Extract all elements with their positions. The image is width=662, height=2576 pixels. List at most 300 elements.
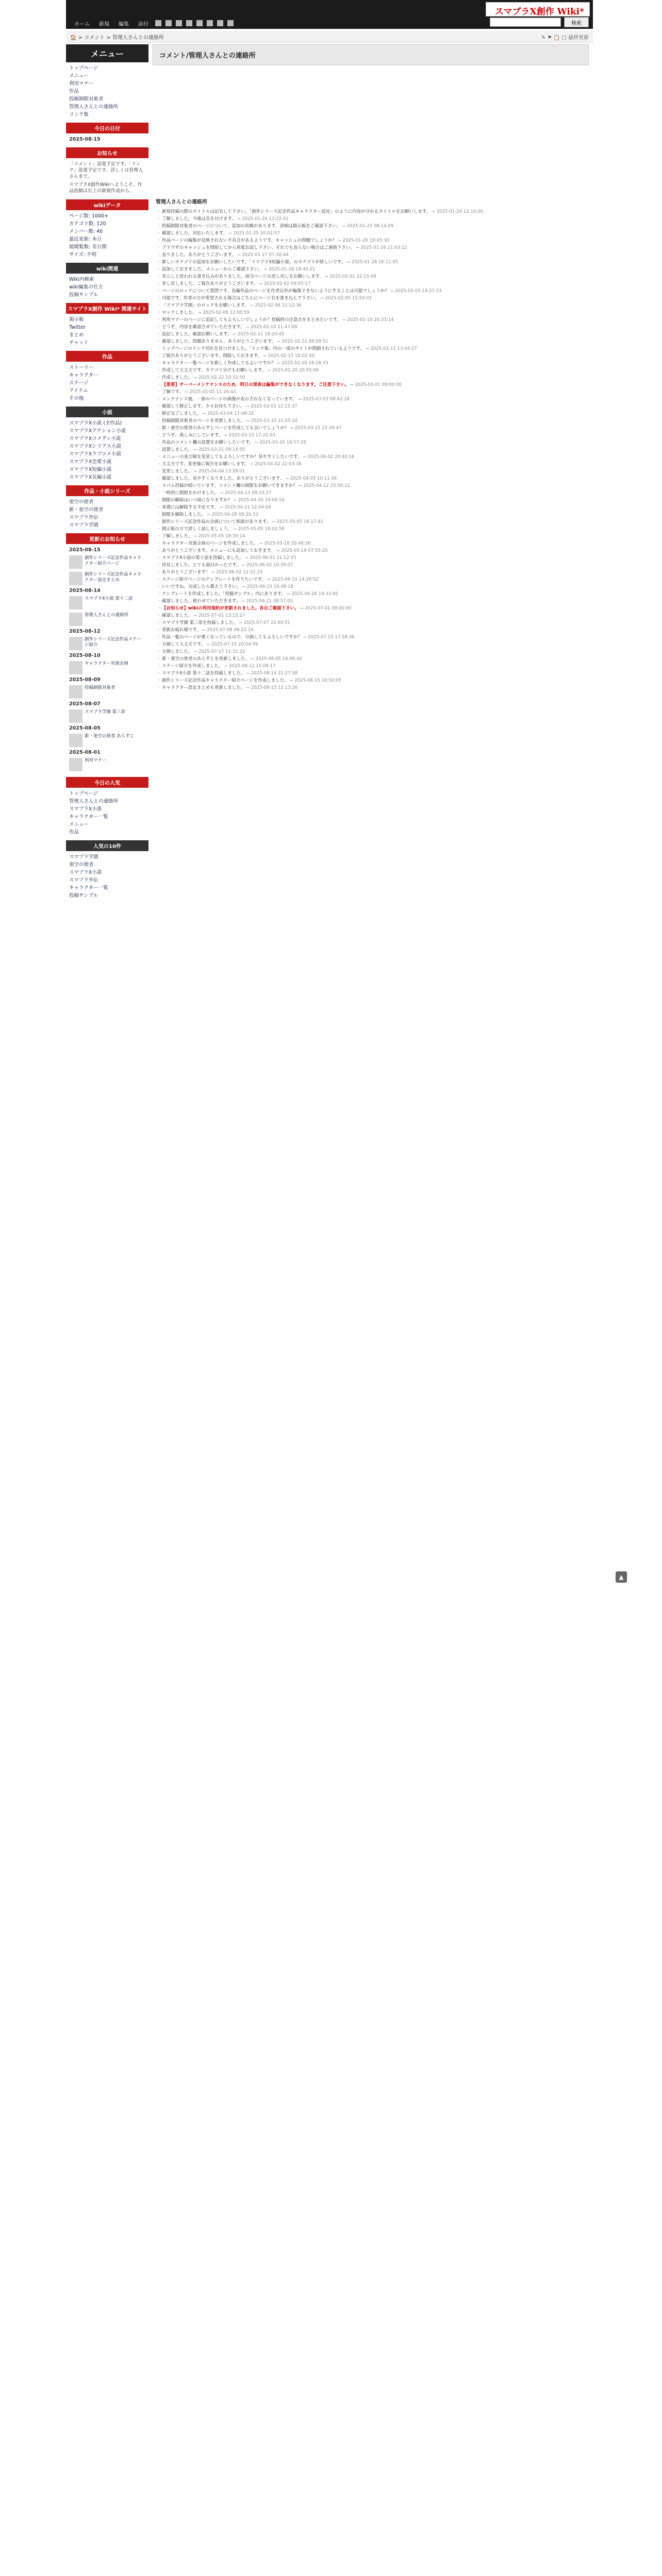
comment-item xyxy=(157,410,585,417)
category-item[interactable]: スマブラX小説 (全作品) xyxy=(69,420,122,426)
comment-text: ステージ紹介を作成しました。 xyxy=(162,664,223,669)
comment-item xyxy=(157,598,585,605)
thumbnail-image xyxy=(69,661,82,674)
comment-date: 2025-01-25 08:14:09 xyxy=(346,224,394,229)
comment-text: メンテナンス後、一部のページの画像が表示されなくなっています。 xyxy=(162,397,297,402)
comment-sep: -- xyxy=(231,332,238,337)
comment-sep: -- xyxy=(210,570,217,575)
comment-item xyxy=(157,461,585,468)
site-title[interactable]: スマブラX創作 Wiki* xyxy=(494,7,584,17)
comment-sep: -- xyxy=(289,426,295,431)
comment-sep: -- xyxy=(192,469,199,474)
popular-item[interactable]: スマブラX小説 xyxy=(69,806,102,812)
comment-item xyxy=(157,208,585,215)
comment-sep: -- xyxy=(431,209,437,214)
community-item[interactable]: まとめ xyxy=(69,332,84,338)
sidebar-menu-item[interactable]: 投稿制限対象者 xyxy=(69,96,104,102)
comment-item xyxy=(157,425,585,432)
comment-item xyxy=(157,374,585,381)
sidebar-menu-item[interactable]: 管理人さんとの連絡所 xyxy=(69,104,119,110)
series-list xyxy=(66,498,148,529)
member-item[interactable]: スマブラ学園 xyxy=(69,854,98,860)
wikidata-item: 最近更新: 本日 xyxy=(69,236,102,242)
help-icon[interactable] xyxy=(217,20,223,26)
comment-text: ありがとうございます！ xyxy=(162,570,210,575)
series-item[interactable]: 亜空の使者 xyxy=(69,499,94,505)
popular-item[interactable]: トップページ xyxy=(69,791,98,796)
comment-item xyxy=(157,309,585,316)
comment-date: 2025-02-12 08:09:51 xyxy=(282,339,328,344)
comment-item xyxy=(157,576,585,583)
ad-area xyxy=(153,65,589,194)
scroll-top-button[interactable]: ▲ xyxy=(616,1571,627,1583)
comment-text: キャラクター対談企画のページを作成しました。 xyxy=(162,541,258,546)
recent-head: 更新のお知らせ xyxy=(66,533,148,544)
comment-item xyxy=(157,540,585,547)
comment-text: 確認しました。対応いたします。 xyxy=(162,231,227,236)
series-item[interactable]: スマブラ学園 xyxy=(69,522,98,528)
comment-sep: -- xyxy=(275,339,282,344)
site-header xyxy=(66,0,593,29)
page-icon[interactable] xyxy=(155,20,161,26)
comment-item xyxy=(157,482,585,489)
comment-text: 投稿制限対象者のページを更新しました。 xyxy=(162,418,245,423)
category-item[interactable]: スマブラX恋愛小説 xyxy=(69,459,112,465)
comment-sep: -- xyxy=(266,577,272,582)
categories-list xyxy=(66,419,148,481)
comment-text: 直りました。ありがとうございます。 xyxy=(162,252,236,258)
comment-date: 2025-01-24 13:22:41 xyxy=(242,216,289,222)
sidebar-menu-item[interactable]: 利用マナー xyxy=(69,81,94,87)
comment-date: 2025-01-27 07:30:44 xyxy=(242,252,289,258)
comment-date: 2025-01-26 21:03:12 xyxy=(360,245,407,250)
recent-title[interactable]: 創作シリーズ記念作品キャラクター設定まとめ xyxy=(85,572,142,583)
works-item[interactable]: ストーリー xyxy=(69,365,94,370)
comment-date: 2025-03-15 17:22:03 xyxy=(228,433,275,438)
comment-text: どうぞ。楽しみにしています。 xyxy=(162,433,223,438)
site-container xyxy=(66,0,593,2576)
comment-sep: -- xyxy=(284,476,290,481)
comment-date: 2025-07-17 11:31:22 xyxy=(198,649,245,654)
comment-sep: -- xyxy=(240,563,246,568)
recent-title[interactable]: キャラクター対談企画 xyxy=(85,661,128,666)
works-item[interactable]: キャラクター xyxy=(69,372,98,378)
comment-text: トップページのリンク切れを見つけました。「リンク集」内の一部のサイトが閉鎖されているようです。 xyxy=(162,346,365,351)
sidebar-menu-item[interactable]: メニュー xyxy=(69,73,89,79)
search-input[interactable] xyxy=(490,18,561,27)
notice-head: お知らせ xyxy=(66,147,148,158)
comment-sep: -- xyxy=(192,649,199,654)
recent-item[interactable] xyxy=(66,611,148,628)
comment-sep: -- xyxy=(275,361,282,366)
recent-item[interactable] xyxy=(66,756,148,773)
comment-text: スマブラX小説の第十話を投稿しました。 xyxy=(162,555,244,561)
comment-text: 了解しました。今後は気を付けます。 xyxy=(162,216,236,222)
comment-text: 掲示板の方で詳しく話しましょう。 xyxy=(162,527,233,532)
comment-sep: -- xyxy=(183,389,190,395)
comment-item xyxy=(157,302,585,309)
recent-title[interactable]: 利用マナー xyxy=(85,758,107,763)
recent-title[interactable]: スマブラ学園 第三章 xyxy=(85,709,126,715)
comment-item xyxy=(157,533,585,540)
sidebar-menu-item[interactable]: 作品 xyxy=(69,89,79,94)
copy-icon[interactable] xyxy=(196,20,203,26)
category-item[interactable]: スマブラX長編小説 xyxy=(69,474,112,480)
categories-head: 小説 xyxy=(66,406,148,417)
comment-sep: -- xyxy=(262,267,269,272)
comment-sep: -- xyxy=(245,418,251,423)
comment-text: メニューの並び順を変更してもよろしいですか？見やすくしたいです。 xyxy=(162,454,302,460)
menu-title: メニュー xyxy=(66,44,148,62)
page-tools[interactable]: ✎ ⚑ 📋 ▢ 最終更新 xyxy=(541,35,589,41)
wikilink-item[interactable]: 投稿サンプル xyxy=(69,292,98,298)
comment-date: 2025-05-05 18:02:58 xyxy=(238,527,285,532)
recent-item[interactable] xyxy=(66,732,148,749)
thumbnail-image xyxy=(69,685,82,699)
member-item[interactable]: スマブラ外伝 xyxy=(69,877,98,883)
comment-text: 変更しました。 xyxy=(162,469,193,474)
breadcrumb[interactable]: 🏠 > コメント > 管理人さんとの連絡所 xyxy=(70,35,164,41)
wikidata-list xyxy=(66,212,148,259)
comment-text: 大丈夫です。変更後に報告をお願いします。 xyxy=(162,462,249,467)
comment-date: 2025-01-28 18:40:21 xyxy=(269,267,316,272)
comment-item xyxy=(157,237,585,244)
comment-sep: -- xyxy=(196,310,203,315)
category-item[interactable]: スマブラX短編小説 xyxy=(69,467,112,472)
comment-sep: -- xyxy=(323,274,330,279)
popular-item[interactable]: メニュー xyxy=(69,822,89,827)
recent-item[interactable] xyxy=(66,708,148,724)
comment-item xyxy=(157,677,585,684)
comment-date: 2025-07-08 08:22:14 xyxy=(207,628,254,633)
comment-sep: -- xyxy=(253,440,260,445)
comment-date: 2025-04-05 10:11:46 xyxy=(290,476,337,481)
comment-sep: -- xyxy=(302,635,308,640)
comment-date: 2025-08-14 21:27:38 xyxy=(251,671,298,676)
comment-date: 2025-02-05 14:27:33 xyxy=(395,289,442,294)
comment-date: 2025-03-20 18:57:29 xyxy=(259,440,306,445)
recent-title[interactable]: 管理人さんとの連絡所 xyxy=(85,613,129,618)
comment-item xyxy=(157,590,585,598)
comment-item xyxy=(157,345,585,352)
comment-sep: -- xyxy=(288,678,295,683)
comment-item xyxy=(157,338,585,345)
comment-sep: -- xyxy=(232,527,238,532)
comment-date: 2025-06-15 16:48:18 xyxy=(246,584,293,589)
comment-sep: -- xyxy=(250,656,256,662)
comment-item xyxy=(157,295,585,302)
comment-sep: -- xyxy=(245,685,251,690)
members-head: 人気の10件 xyxy=(66,840,148,851)
member-item[interactable]: 投稿サンプル xyxy=(69,893,98,899)
comment-item xyxy=(157,655,585,663)
comment-date: 2025-04-04 13:28:01 xyxy=(198,469,245,474)
comment-item xyxy=(157,562,585,569)
thumbnail-image xyxy=(69,758,82,771)
sidebar-menu-item[interactable]: リンク集 xyxy=(69,112,89,117)
comment-item xyxy=(157,446,585,453)
popular-item[interactable]: キャラクター一覧 xyxy=(69,814,108,820)
comment-text: 創作シリーズ記念作品の企画について相談があります。 xyxy=(162,519,271,524)
comment-date: 2025-02-10 21:47:08 xyxy=(251,325,297,330)
today-value: 2025-08-15 xyxy=(69,137,101,142)
comment-item xyxy=(157,641,585,648)
comment-date: 2025-02-11 18:20:45 xyxy=(237,332,285,337)
member-item[interactable]: スマブラX小説 xyxy=(69,870,102,875)
recent-item[interactable] xyxy=(66,684,148,700)
comment-item xyxy=(157,511,585,518)
recent-date: 2025-08-15 xyxy=(69,547,101,553)
menu-list xyxy=(66,64,148,118)
recent-title[interactable]: 投稿制限対象者 xyxy=(85,685,115,690)
recent-date: 2025-08-05 xyxy=(69,725,101,731)
comment-item xyxy=(157,605,585,612)
nav-attach[interactable]: 添付 xyxy=(138,21,148,27)
recent-item[interactable] xyxy=(66,595,148,611)
recent-date: 2025-08-14 xyxy=(69,588,101,594)
comment-sep: -- xyxy=(266,368,272,373)
popular-list xyxy=(66,790,148,836)
comment-sep: -- xyxy=(262,353,268,359)
comment-sep: -- xyxy=(192,447,199,452)
comment-text: 作品ページの編集が反映されない不具合があるようです。キャッシュの問題でしょうか？ xyxy=(162,238,337,243)
comment-list xyxy=(153,208,589,691)
comment-item xyxy=(157,251,585,259)
comment-sep: -- xyxy=(192,613,199,618)
notice-text: 「コメント」設置予定です。「リンク」設置予定です。詳しくは管理人さんまで。 xyxy=(69,162,143,179)
comment-text: 創作シリーズ記念作品キャラクター紹介ページを作成しました。 xyxy=(162,678,289,683)
comment-item xyxy=(157,273,585,280)
thumbnail-image xyxy=(69,555,82,569)
notice-text-2: スマブラX創作Wikiへようこそ。作品投稿は右上の新規作成から。 xyxy=(69,182,142,194)
comment-text: 【お知らせ】wikiの利用規約が更新されました。各自ご確認下さい。 xyxy=(162,606,299,611)
comment-text: 作成しました。 xyxy=(162,375,193,380)
comment-sep: -- xyxy=(336,238,343,243)
wikidata-item: カテゴリ数: 120 xyxy=(69,221,106,227)
comment-date: 2025-02-20 19:18:33 xyxy=(282,361,328,366)
comment-sep: -- xyxy=(302,454,308,460)
comment-date: 2025-04-28 09:20:33 xyxy=(211,512,258,517)
settings-icon[interactable] xyxy=(227,20,234,26)
comment-date: 2025-06-02 10:39:07 xyxy=(246,563,293,568)
comment-sep: -- xyxy=(286,591,292,597)
recent-title[interactable]: スマブラX小説 第十二話 xyxy=(85,596,133,601)
comment-sep: -- xyxy=(219,490,225,496)
recent-title[interactable]: 創作シリーズ記念作品キャラクター紹介ページ xyxy=(85,555,142,566)
comment-sep: -- xyxy=(238,620,244,625)
comment-date: 2025-02-10 20:33:14 xyxy=(347,317,394,323)
main-content xyxy=(153,44,589,691)
comment-date: 2025-02-06 12:00:59 xyxy=(203,310,250,315)
comment-text: スマブラX小説 第十二話を投稿しました。 xyxy=(162,671,245,676)
comment-item xyxy=(157,259,585,266)
comment-text: 設置しました。 xyxy=(162,447,193,452)
community-list xyxy=(66,316,148,347)
wikilinks-head: wiki関連 xyxy=(66,263,148,274)
comment-date: 2025-04-12 23:50:12 xyxy=(303,483,350,488)
comment-text: スマブラ学園 第三章を投稿しました。 xyxy=(162,620,238,625)
comment-sep: -- xyxy=(201,411,208,416)
comment-date: 2025-01-28 16:11:05 xyxy=(351,260,399,265)
works-item[interactable]: ステージ xyxy=(69,380,89,386)
comment-date: 2025-07-01 13:15:27 xyxy=(198,613,245,618)
comment-item xyxy=(157,684,585,691)
recent-item[interactable] xyxy=(66,659,148,676)
comment-date: 2025-07-01 09:00:00 xyxy=(305,606,352,611)
comment-sep: -- xyxy=(349,382,355,387)
popular-item[interactable]: 管理人さんとの連絡所 xyxy=(69,799,119,804)
comment-item xyxy=(157,663,585,670)
comment-text: 追加しておきました。メニューからご確認下さい。 xyxy=(162,267,263,272)
comment-text: 利用マナーのページに追記してもよろしいでしょうか？投稿時の注意点をまとめたいです。 xyxy=(162,317,341,323)
comment-item xyxy=(157,453,585,461)
site-logo[interactable] xyxy=(486,2,590,16)
comment-text: テンプレートを作成しました。「投稿サンプル」内にあります。 xyxy=(162,591,286,597)
recent-date: 2025-08-09 xyxy=(69,677,101,683)
page-title: コメント/管理人さんとの連絡所 xyxy=(153,44,589,65)
comment-date: 2025-02-20 20:55:06 xyxy=(272,368,319,373)
comment-item xyxy=(157,266,585,273)
recent-item[interactable] xyxy=(66,635,148,652)
comment-item xyxy=(157,352,585,360)
comment-text: ありがとうございます。メニューにも追加しておきます。 xyxy=(162,548,275,553)
comment-text: 「スマブラ学園」のロックをお願いします。 xyxy=(162,303,249,308)
wikidata-item: 総閲覧数: 非公開 xyxy=(69,244,107,250)
comment-text: ページのロックについて質問です。長編作品のページを作者以外が編集できないようにすることは可能でしょうか？ xyxy=(162,289,389,294)
community-item[interactable]: 掲示板 xyxy=(69,317,84,323)
comment-sep: -- xyxy=(297,483,304,488)
history-icon[interactable] xyxy=(176,20,182,26)
works-head: 作品 xyxy=(66,351,148,362)
wikilink-item[interactable]: wiki編集の仕方 xyxy=(69,284,104,290)
comment-item xyxy=(157,432,585,439)
comment-sep: -- xyxy=(389,289,395,294)
comment-text: 修正完了しました。 xyxy=(162,411,202,416)
series-item[interactable]: スマブラ外伝 xyxy=(69,515,98,520)
comment-item xyxy=(157,648,585,655)
comment-date: 2025-06-02 12:01:29 xyxy=(216,570,263,575)
comment-date: 2025-02-15 13:44:27 xyxy=(370,346,417,351)
rss-icon[interactable] xyxy=(207,20,213,26)
comment-item xyxy=(157,518,585,526)
recent-item[interactable] xyxy=(66,554,148,570)
comment-item xyxy=(157,287,585,295)
comment-sep: -- xyxy=(205,642,211,647)
comment-item xyxy=(157,331,585,338)
comment-sep: -- xyxy=(354,245,361,250)
wikilink-item[interactable]: Wiki内検索 xyxy=(69,277,94,282)
comment-item xyxy=(157,634,585,641)
comment-item xyxy=(157,403,585,410)
comment-item xyxy=(157,475,585,482)
comment-sep: -- xyxy=(364,346,371,351)
comment-sep: -- xyxy=(258,281,264,286)
comment-date: 2025-04-13 08:33:27 xyxy=(225,490,272,496)
category-item[interactable]: スマブラXアクション小説 xyxy=(69,428,126,434)
comment-date: 2025-05-19 07:55:20 xyxy=(281,548,328,553)
sidebar-menu-item[interactable]: トップページ xyxy=(69,65,98,71)
comment-text: 可能です。作者の方が希望される場合はこちらにページ名を書き込んで下さい。 xyxy=(162,296,320,301)
works-item[interactable]: その他 xyxy=(69,396,84,401)
comment-text: 追記しました。確認お願いします。 xyxy=(162,332,232,337)
comment-sep: -- xyxy=(275,548,282,553)
comment-item xyxy=(157,367,585,374)
comment-date: 2025-08-05 18:46:44 xyxy=(255,656,302,662)
comment-item xyxy=(157,569,585,576)
comment-sep: -- xyxy=(345,260,352,265)
comment-date: 2025-05-05 16:17:41 xyxy=(276,519,324,524)
thumbnail-image xyxy=(69,613,82,626)
recent-date: 2025-08-12 xyxy=(69,629,101,634)
diff-icon[interactable] xyxy=(186,20,192,26)
category-item[interactable]: スマブラXラブコメ小説 xyxy=(69,451,121,457)
works-item[interactable]: アイテム xyxy=(69,388,88,394)
members-list xyxy=(66,853,148,900)
comment-item xyxy=(157,526,585,533)
comment-sep: -- xyxy=(341,317,347,323)
nav-edit[interactable]: 編集 xyxy=(119,21,129,27)
comment-item xyxy=(157,468,585,475)
comment-sep: -- xyxy=(249,303,255,308)
category-item[interactable]: スマブラXコメディ小説 xyxy=(69,436,121,442)
recent-title[interactable]: 創作シリーズ記念作品ステージ紹介 xyxy=(85,637,141,648)
comment-sep: -- xyxy=(258,541,264,546)
community-item[interactable]: チャット xyxy=(69,340,89,346)
comment-item xyxy=(157,612,585,619)
search-button[interactable]: 検索 xyxy=(564,17,589,27)
comment-item xyxy=(157,670,585,677)
member-item[interactable]: 亜空の使者 xyxy=(69,862,94,868)
nav-new[interactable]: 新規 xyxy=(99,21,109,27)
comment-item xyxy=(157,381,585,388)
comment-text: 確認しました。問題ありません。ありがとうございます。 xyxy=(162,339,276,344)
comment-date: 2025-05-05 18:30:14 xyxy=(198,534,245,539)
comment-date: 2025-07-15 17:58:36 xyxy=(308,635,355,640)
comment-sep: -- xyxy=(236,252,242,258)
comment-item xyxy=(157,547,585,554)
recent-item[interactable] xyxy=(66,570,148,587)
comment-sep: -- xyxy=(223,433,229,438)
comment-date: 2025-03-03 12:15:37 xyxy=(251,404,297,409)
comment-text: ご報告ありがとうございます。削除しておきます。 xyxy=(162,353,262,359)
list-icon[interactable] xyxy=(166,20,172,26)
comment-text: 確認しました。見やすくなりました。ありがとうございます。 xyxy=(162,476,285,481)
member-item[interactable]: キャラクター一覧 xyxy=(69,885,108,891)
wikidata-head: wikiデータ xyxy=(66,199,148,210)
recent-list xyxy=(66,546,148,773)
comment-text: 了解しました。 xyxy=(162,534,193,539)
comment-date: 2025-04-20 19:06:54 xyxy=(238,498,285,503)
popular-item[interactable]: 作品 xyxy=(69,829,79,835)
community-item[interactable]: Twitter xyxy=(69,325,86,330)
comment-text: 作品のコメント欄の設置をお願いしたいです。 xyxy=(162,440,254,445)
series-item[interactable]: 新・亜空の使者 xyxy=(69,507,104,513)
comment-text: どうぞ。内容を確認させていただきます。 xyxy=(162,325,245,330)
today-head: 今日の日付 xyxy=(66,123,148,133)
comment-text: ロックしました。 xyxy=(162,310,197,315)
comment-item xyxy=(157,280,585,287)
comment-date: 2025-02-22 10:31:59 xyxy=(198,375,245,380)
category-item[interactable]: スマブラXシリアス小説 xyxy=(69,444,121,449)
comment-text: 新・亜空の使者のあらすじページを作成しても良いでしょうか？ xyxy=(162,426,289,431)
comment-item xyxy=(157,583,585,590)
comment-sep: -- xyxy=(201,628,207,633)
nav-home[interactable]: ホーム xyxy=(74,21,90,27)
comment-date: 2025-01-25 10:02:57 xyxy=(233,231,280,236)
comment-sep: -- xyxy=(240,599,246,604)
comment-date: 2025-02-06 11:12:36 xyxy=(255,303,302,308)
recent-title[interactable]: 新・亜空の使者 あらすじ xyxy=(85,734,135,739)
